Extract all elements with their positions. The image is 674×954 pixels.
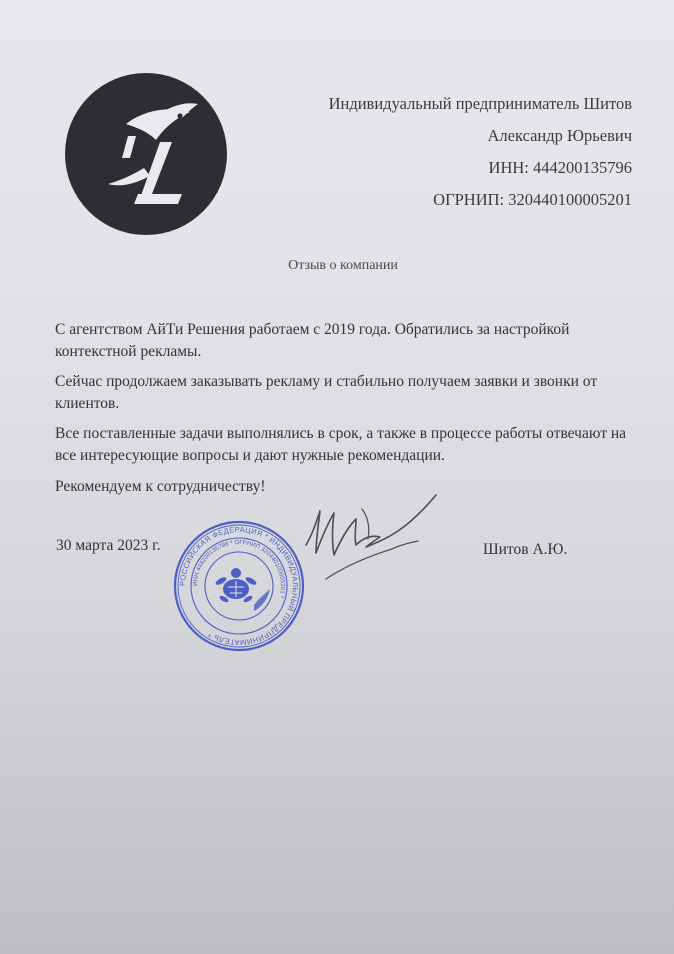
official-stamp (172, 519, 306, 653)
paragraph-2: Сейчас продолжаем заказывать рекламу и стабильно получаем заявки и звонки от клиентов. (55, 373, 598, 412)
paragraph-4: Рекомендуем к сотрудничеству! (55, 478, 266, 495)
stamp-outer-text: РОССИЙСКАЯ ФЕДЕРАЦИЯ * ИНДИВИДУАЛЬНЫЙ ПРЕДПРИНИМАТЕЛЬ * (177, 524, 301, 648)
letter-date: 30 марта 2023 г. (56, 537, 161, 554)
inn-number: ИНН: 444200135796 (488, 158, 632, 177)
header-line-2: Александр Юрьевич (487, 126, 632, 145)
document-title: Отзыв о компании (288, 258, 398, 273)
signer-name: Шитов А.Ю. (483, 541, 568, 558)
paragraph-3: Все поставленные задачи выполнялись в срок, а также в процессе работы отвечают на все интересующие вопросы и дают нужные рекомендации. (55, 425, 627, 464)
handwritten-signature (296, 475, 446, 585)
entrepreneur-header (329, 88, 632, 216)
turtle-icon (215, 568, 258, 603)
ogrnip-number: ОГРНИП: 320440100005201 (433, 190, 632, 209)
company-logo-icon (64, 72, 228, 236)
stamp-inner-text: ИНН 444200135796 * ОГРНИП 320440100005201 * (191, 538, 287, 599)
paragraph-1: С агентством АйТи Решения работаем с 2019 года. Обратились за настройкой контекстной рекламы. (55, 321, 570, 360)
header-line-1: Индивидуальный предприниматель Шитов (328, 94, 632, 113)
